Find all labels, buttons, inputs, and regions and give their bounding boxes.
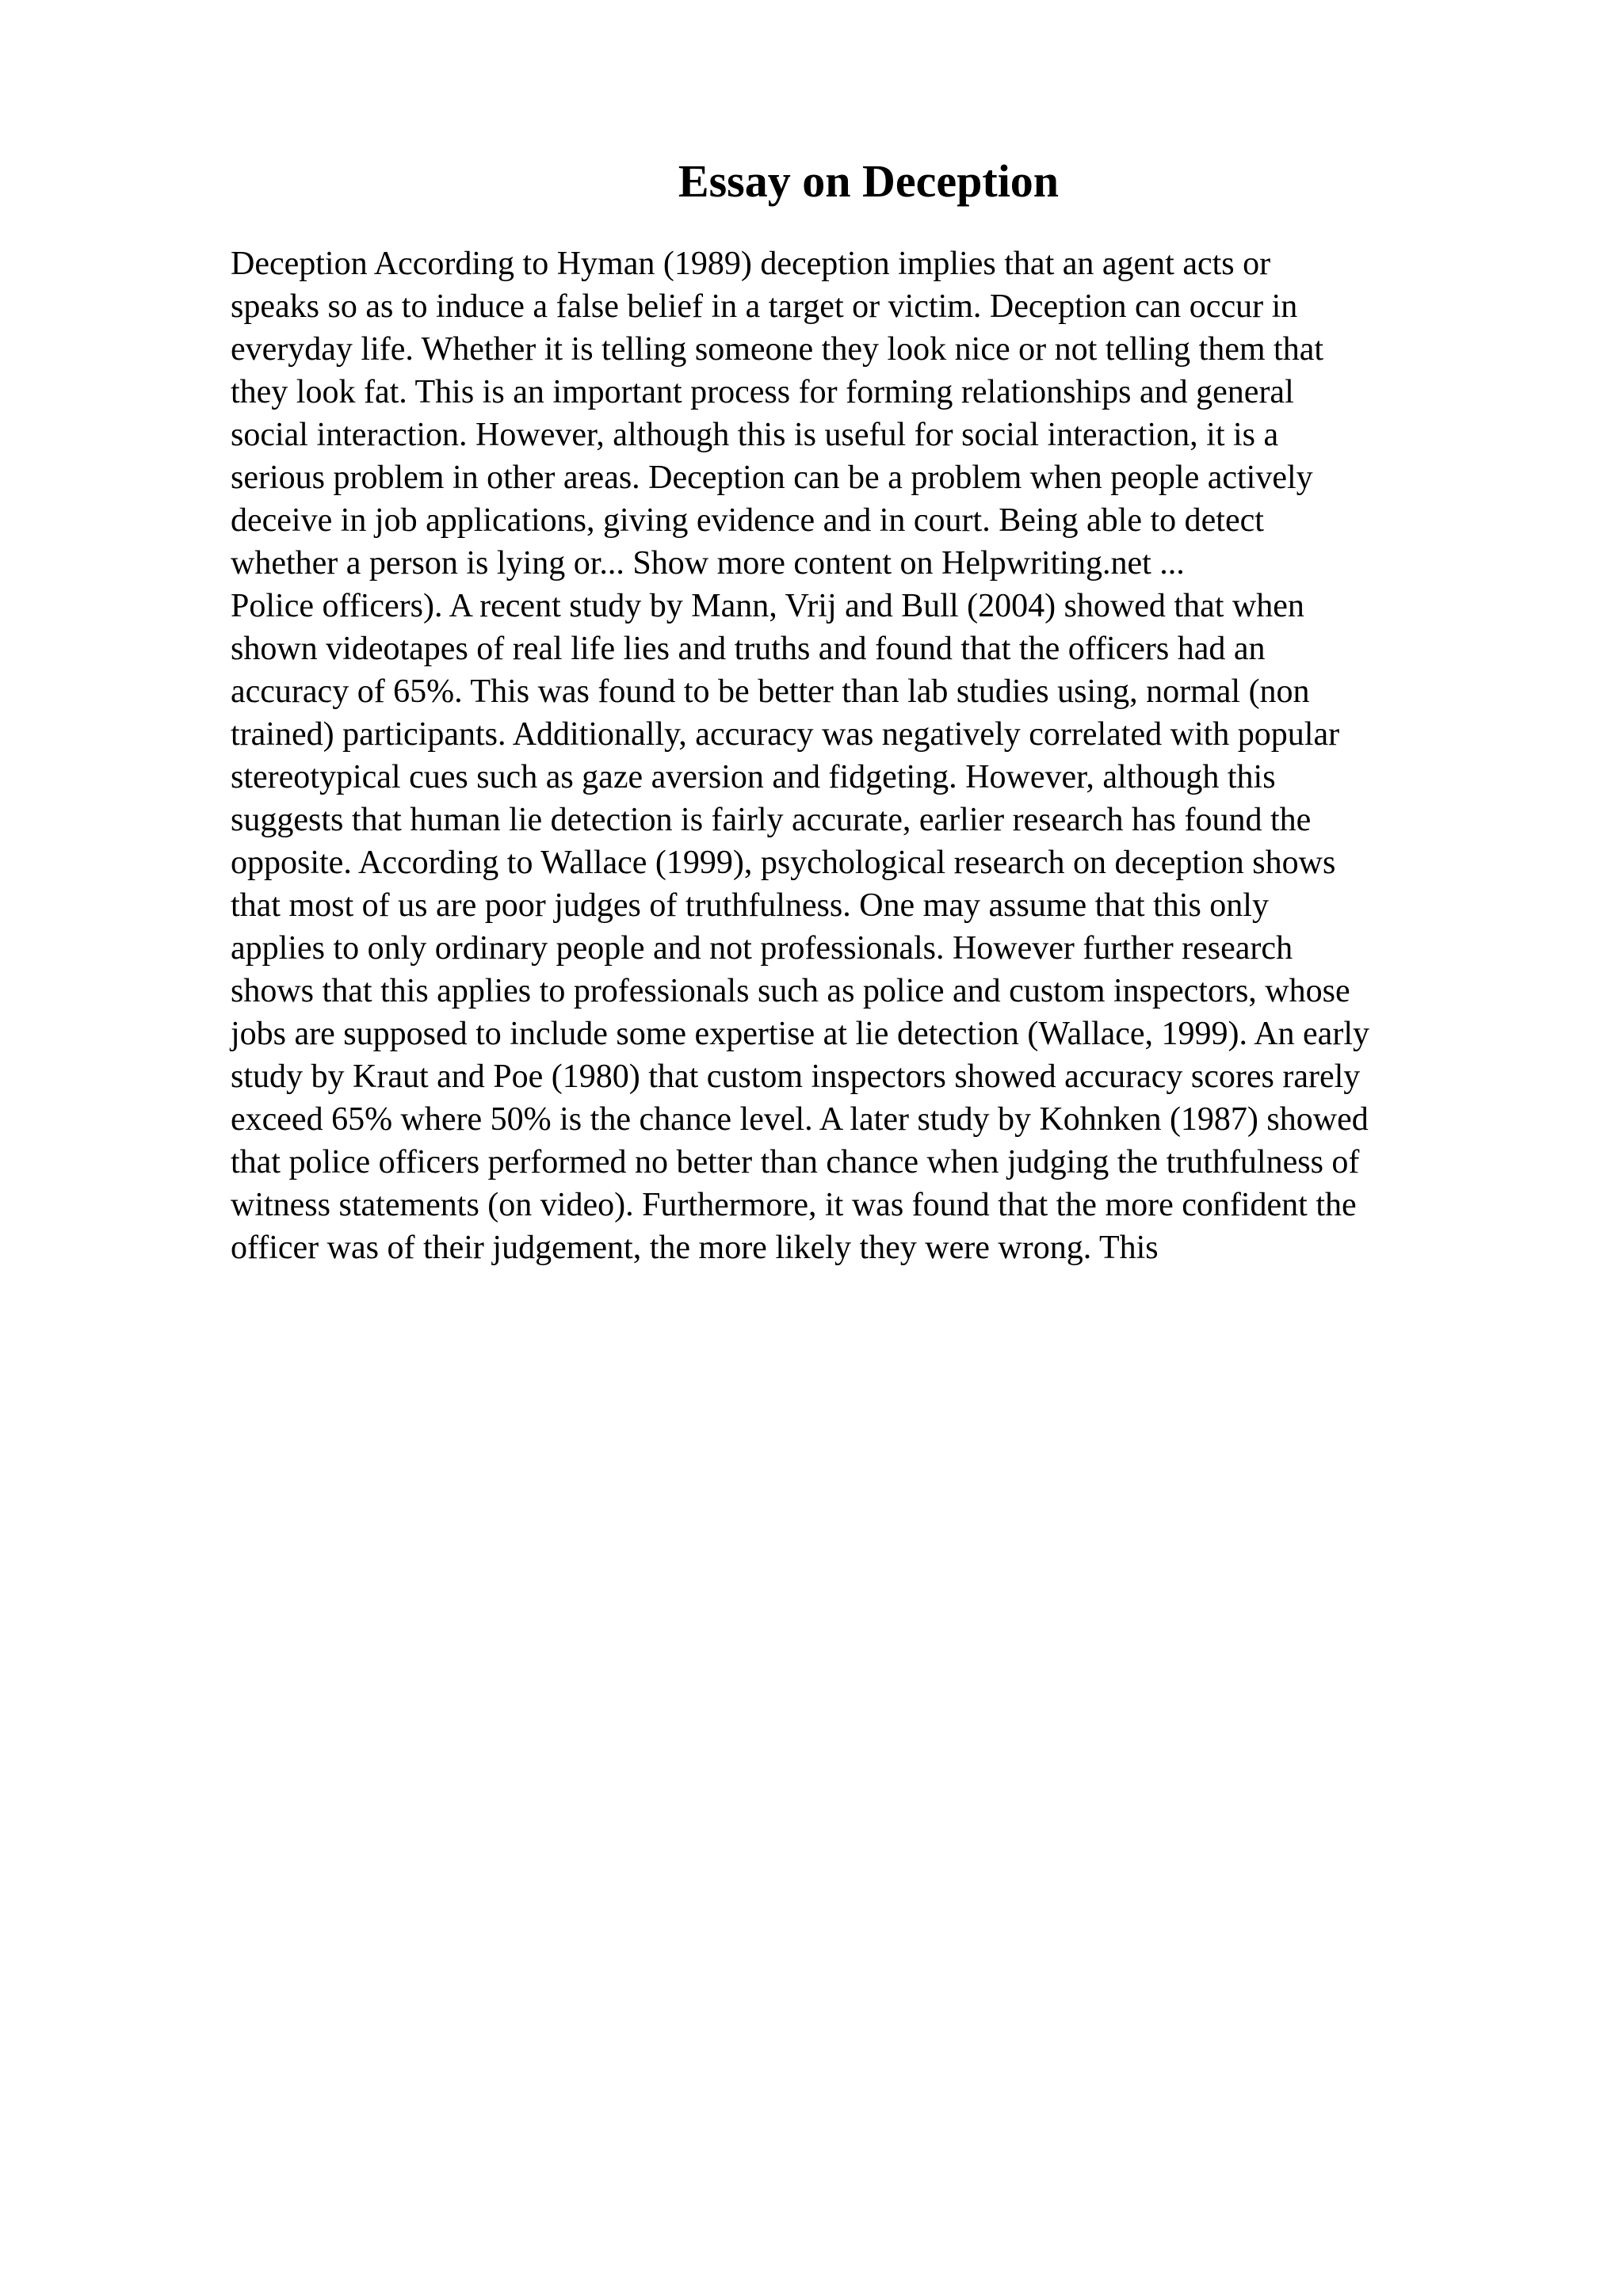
essay-line: Deception According to Hyman (1989) deception implies that an agent acts or	[231, 246, 1271, 282]
essay-line: exceed 65% where 50% is the chance level. A later study by Kohnken (1987) showed	[231, 1101, 1369, 1138]
essay-line: study by Kraut and Poe (1980) that custom inspectors showed accuracy scores rarely	[231, 1058, 1361, 1095]
essay-line: shows that this applies to professionals such as police and custom inspectors, whose	[231, 973, 1350, 1009]
essay-body	[231, 242, 1594, 1269]
essay-line: trained) participants. Additionally, accuracy was negatively correlated with popular	[231, 716, 1340, 753]
essay-line: they look fat. This is an important process for forming relationships and general	[231, 374, 1294, 410]
essay-line: whether a person is lying or... Show more content on Helpwriting.net ...	[231, 545, 1185, 582]
essay-line: that police officers performed no better than chance when judging the truthfulness of	[231, 1144, 1360, 1180]
essay-line: opposite. According to Wallace (1999), psychological research on deception shows	[231, 845, 1336, 881]
essay-line: stereotypical cues such as gaze aversion and fidgeting. However, although this	[231, 759, 1276, 795]
essay-title: Essay on Deception	[678, 155, 1060, 207]
essay-line: suggests that human lie detection is fairly accurate, earlier research has found the	[231, 802, 1312, 838]
essay-line: witness statements (on video). Furthermore, it was found that the more confident the	[231, 1187, 1357, 1223]
essay-line: jobs are supposed to include some expertise at lie detection (Wallace, 1999). An early	[231, 1016, 1369, 1052]
essay-line: social interaction. However, although this is useful for social interaction, it is a	[231, 417, 1279, 453]
essay-line: serious problem in other areas. Deception can be a problem when people actively	[231, 460, 1313, 496]
essay-line: shown videotapes of real life lies and truths and found that the officers had an	[231, 631, 1266, 667]
essay-line: speaks so as to induce a false belief in a target or victim. Deception can occur in	[231, 288, 1298, 325]
essay-line: that most of us are poor judges of truthfulness. One may assume that this only	[231, 887, 1269, 924]
essay-line: officer was of their judgement, the more likely they were wrong. This	[231, 1230, 1159, 1266]
essay-line: deceive in job applications, giving evidence and in court. Being able to detect	[231, 502, 1264, 539]
essay-line: accuracy of 65%. This was found to be better than lab studies using, normal (non	[231, 673, 1310, 710]
essay-line: everyday life. Whether it is telling someone they look nice or not telling them that	[231, 331, 1324, 368]
essay-line: applies to only ordinary people and not professionals. However further research	[231, 930, 1293, 967]
essay-line: Police officers). A recent study by Mann, Vrij and Bull (2004) showed that when	[231, 588, 1304, 624]
